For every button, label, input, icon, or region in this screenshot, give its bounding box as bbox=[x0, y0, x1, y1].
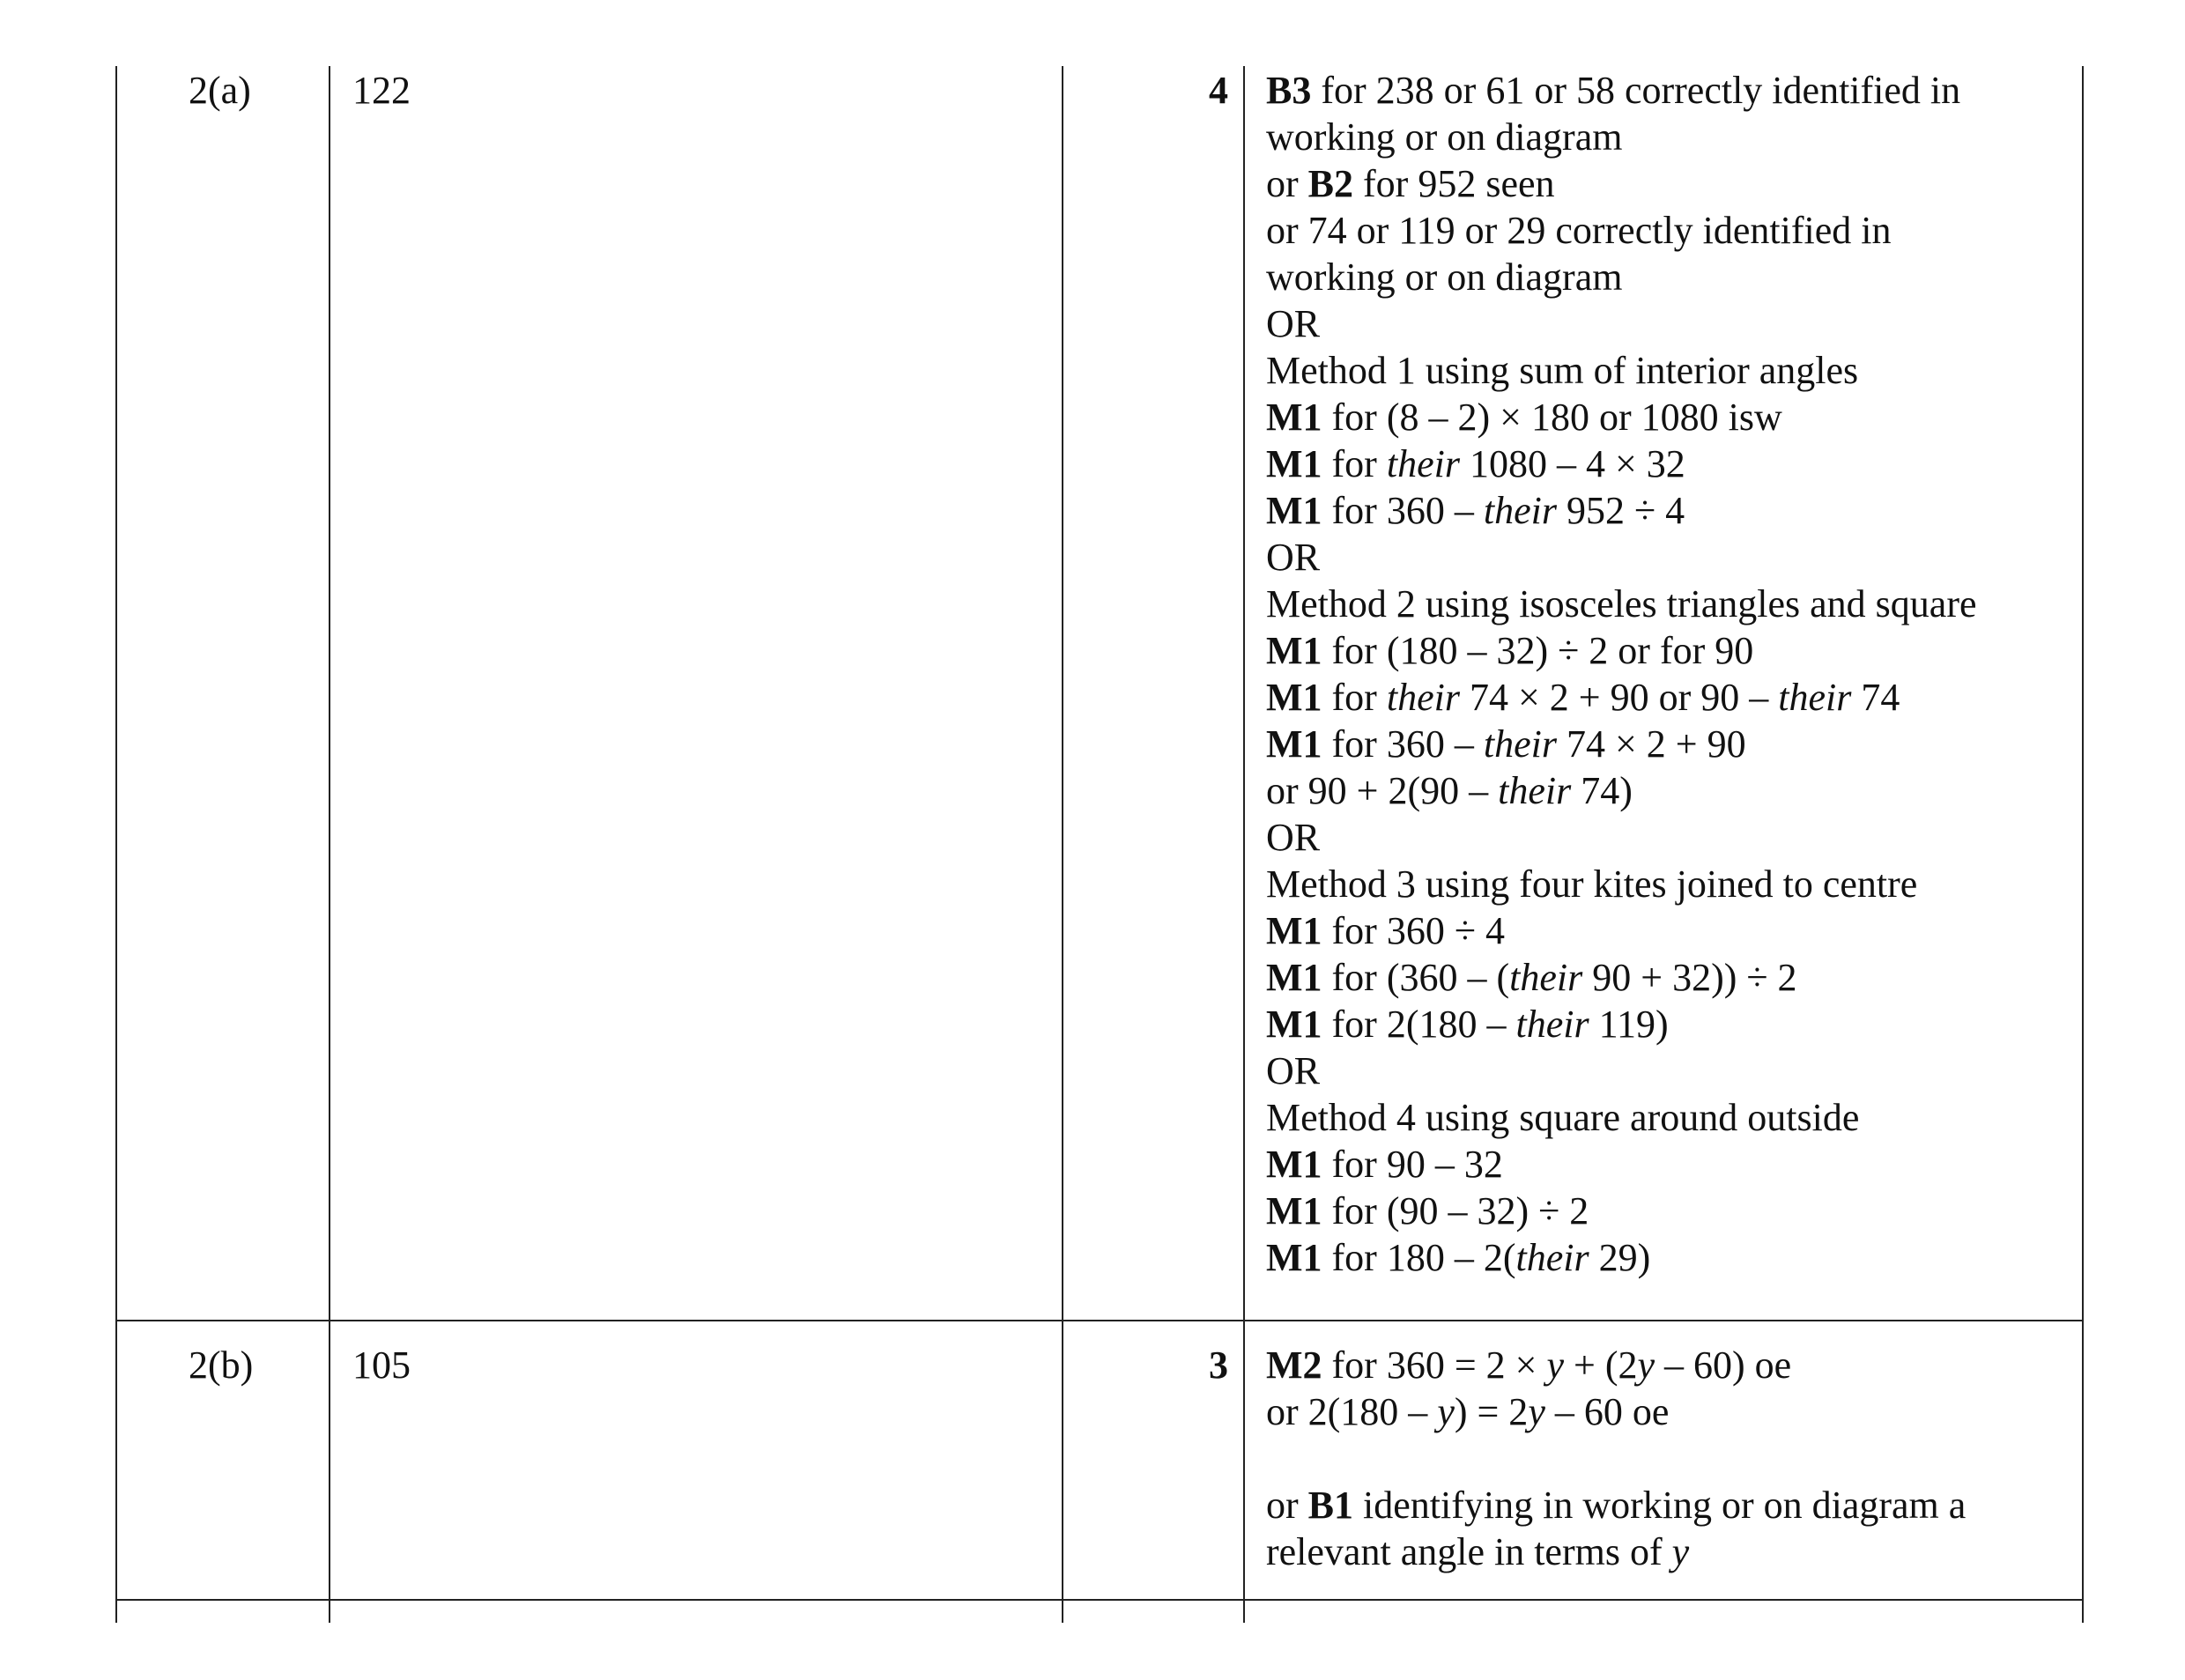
guidance-line bbox=[1266, 1234, 2059, 1281]
guidance-text-run: for bbox=[1322, 676, 1387, 719]
guidance-line bbox=[1266, 1188, 2059, 1234]
guidance-line bbox=[1266, 861, 2059, 907]
guidance-text bbox=[1266, 1342, 2059, 1575]
guidance-line bbox=[1266, 581, 2059, 627]
marks-value: 4 bbox=[1209, 69, 1228, 112]
guidance-line bbox=[1266, 767, 2059, 814]
mark-code: M1 bbox=[1266, 1236, 1322, 1279]
guidance-text-run: for (180 – 32) ÷ 2 or for 90 bbox=[1322, 629, 1754, 672]
guidance-line bbox=[1266, 440, 2059, 487]
guidance-line bbox=[1266, 1435, 2059, 1482]
mark-code: M1 bbox=[1266, 442, 1322, 485]
guidance-text-run: for 360 – bbox=[1322, 489, 1484, 532]
mark-code: M1 bbox=[1266, 676, 1322, 719]
italic-text: their bbox=[1509, 956, 1583, 999]
guidance-text-run: – 60) oe bbox=[1655, 1343, 1792, 1387]
guidance-line bbox=[1266, 1482, 2059, 1528]
guidance-text-run: or 74 or 119 or 29 correctly identified in bbox=[1266, 209, 1892, 252]
guidance-line bbox=[1266, 1001, 2059, 1047]
italic-text: their bbox=[1483, 489, 1557, 532]
answer-value: 105 bbox=[352, 1343, 411, 1387]
answer-value: 122 bbox=[352, 69, 411, 112]
guidance-line bbox=[1266, 674, 2059, 721]
guidance-text-run: Method 1 using sum of interior angles bbox=[1266, 349, 1859, 392]
mark-code: M1 bbox=[1266, 722, 1322, 766]
guidance-text-run: or 2(180 – bbox=[1266, 1390, 1438, 1433]
guidance-text-run: for 360 ÷ 4 bbox=[1322, 909, 1505, 952]
italic-text: y bbox=[1528, 1390, 1545, 1433]
italic-text: y bbox=[1437, 1390, 1455, 1433]
guidance-text-run: 90 + 32)) ÷ 2 bbox=[1582, 956, 1797, 999]
italic-text: their bbox=[1515, 1236, 1589, 1279]
guidance-text-run: OR bbox=[1266, 536, 1321, 579]
row-divider bbox=[115, 1320, 2084, 1321]
guidance-line bbox=[1266, 1342, 2059, 1388]
guidance-text-run: or bbox=[1266, 1484, 1308, 1527]
guidance-line bbox=[1266, 160, 2059, 207]
guidance-text-run: for 238 or 61 or 58 correctly identified in bbox=[1311, 69, 1961, 112]
guidance-line bbox=[1266, 347, 2059, 394]
question-number: 2(b) bbox=[189, 1343, 254, 1387]
guidance-text-run: for (90 – 32) ÷ 2 bbox=[1322, 1189, 1589, 1232]
guidance-text-run: OR bbox=[1266, 302, 1321, 345]
mark-code: M1 bbox=[1266, 909, 1322, 952]
italic-text: their bbox=[1483, 722, 1557, 766]
guidance-text-run: 952 ÷ 4 bbox=[1556, 489, 1685, 532]
italic-text: their bbox=[1778, 676, 1852, 719]
mark-code: B1 bbox=[1307, 1484, 1354, 1527]
guidance-line bbox=[1266, 721, 2059, 767]
guidance-line bbox=[1266, 1528, 2059, 1575]
guidance-text-run: or 90 + 2(90 – bbox=[1266, 769, 1499, 812]
mark-code: M2 bbox=[1266, 1343, 1322, 1387]
guidance-line bbox=[1266, 1141, 2059, 1188]
mark-code: B2 bbox=[1307, 162, 1354, 205]
row-divider bbox=[115, 1599, 2084, 1601]
table-divider-answer bbox=[1062, 66, 1063, 1623]
table-border-left bbox=[115, 66, 117, 1623]
guidance-text-run: OR bbox=[1266, 1049, 1321, 1092]
guidance-text-run: Method 3 using four kites joined to centre bbox=[1266, 862, 1918, 906]
mark-code: M1 bbox=[1266, 1003, 1322, 1046]
guidance-line bbox=[1266, 534, 2059, 581]
guidance-line bbox=[1266, 207, 2059, 254]
guidance-text-run: 74 bbox=[1851, 676, 1900, 719]
italic-text: their bbox=[1386, 442, 1460, 485]
guidance-text-run: ) = 2 bbox=[1454, 1390, 1529, 1433]
italic-text: their bbox=[1498, 769, 1572, 812]
guidance-text-run: 74) bbox=[1571, 769, 1633, 812]
guidance-text-run: working or on diagram bbox=[1266, 115, 1623, 159]
guidance-text-run: for 2(180 – bbox=[1322, 1003, 1516, 1046]
mark-code: B3 bbox=[1266, 69, 1312, 112]
guidance-text-run: for (8 – 2) × 180 or 1080 isw bbox=[1322, 396, 1782, 439]
guidance-text-run: working or on diagram bbox=[1266, 255, 1623, 299]
guidance-text-run: 74 × 2 + 90 bbox=[1556, 722, 1746, 766]
guidance-text-run: for (360 – ( bbox=[1322, 956, 1510, 999]
guidance-line bbox=[1266, 954, 2059, 1001]
guidance-text-run: for 360 – bbox=[1322, 722, 1484, 766]
guidance-line bbox=[1266, 907, 2059, 954]
question-number: 2(a) bbox=[189, 69, 251, 112]
guidance-text-run: OR bbox=[1266, 816, 1321, 859]
guidance-line bbox=[1266, 814, 2059, 861]
guidance-line bbox=[1266, 487, 2059, 534]
italic-text: y bbox=[1637, 1343, 1655, 1387]
italic-text: their bbox=[1386, 676, 1460, 719]
table-divider-question bbox=[329, 66, 330, 1623]
guidance-text-run: for 90 – 32 bbox=[1322, 1143, 1503, 1186]
guidance-text-run: or bbox=[1266, 162, 1308, 205]
mark-code: M1 bbox=[1266, 396, 1322, 439]
mark-code: M1 bbox=[1266, 1143, 1322, 1186]
guidance-text-run: for 180 – 2( bbox=[1322, 1236, 1516, 1279]
guidance-text-run: for 952 seen bbox=[1353, 162, 1555, 205]
mark-code: M1 bbox=[1266, 489, 1322, 532]
mark-code: M1 bbox=[1266, 629, 1322, 672]
guidance-line bbox=[1266, 627, 2059, 674]
marks-value: 3 bbox=[1209, 1343, 1228, 1387]
guidance-text-run: for bbox=[1322, 442, 1387, 485]
guidance-text-run: + (2 bbox=[1564, 1343, 1638, 1387]
guidance-line bbox=[1266, 114, 2059, 160]
guidance-line bbox=[1266, 67, 2059, 114]
guidance-text-run: identifying in working or on diagram a bbox=[1353, 1484, 1966, 1527]
table-divider-marks bbox=[1243, 66, 1245, 1623]
italic-text: their bbox=[1515, 1003, 1589, 1046]
mark-code: M1 bbox=[1266, 956, 1322, 999]
guidance-line bbox=[1266, 254, 2059, 300]
guidance-line bbox=[1266, 394, 2059, 440]
guidance-text-run: 119) bbox=[1589, 1003, 1669, 1046]
mark-code: M1 bbox=[1266, 1189, 1322, 1232]
guidance-line bbox=[1266, 300, 2059, 347]
guidance-line bbox=[1266, 1388, 2059, 1435]
table-border-right bbox=[2082, 66, 2084, 1623]
guidance-text-run: 74 × 2 + 90 or 90 – bbox=[1459, 676, 1779, 719]
guidance-text-run: Method 2 using isosceles triangles and square bbox=[1266, 582, 1977, 625]
guidance-text-run: 1080 – 4 × 32 bbox=[1459, 442, 1685, 485]
italic-text: y bbox=[1546, 1343, 1564, 1387]
guidance-line bbox=[1266, 1094, 2059, 1141]
guidance-text-run: Method 4 using square around outside bbox=[1266, 1096, 1860, 1139]
guidance-text-run: 29) bbox=[1589, 1236, 1651, 1279]
guidance-line bbox=[1266, 1047, 2059, 1094]
guidance-text-run: – 60 oe bbox=[1544, 1390, 1670, 1433]
guidance-text-run: relevant angle in terms of bbox=[1266, 1530, 1672, 1573]
guidance-text bbox=[1266, 67, 2059, 1281]
italic-text: y bbox=[1671, 1530, 1690, 1573]
guidance-text-run: for 360 = 2 × bbox=[1322, 1343, 1547, 1387]
